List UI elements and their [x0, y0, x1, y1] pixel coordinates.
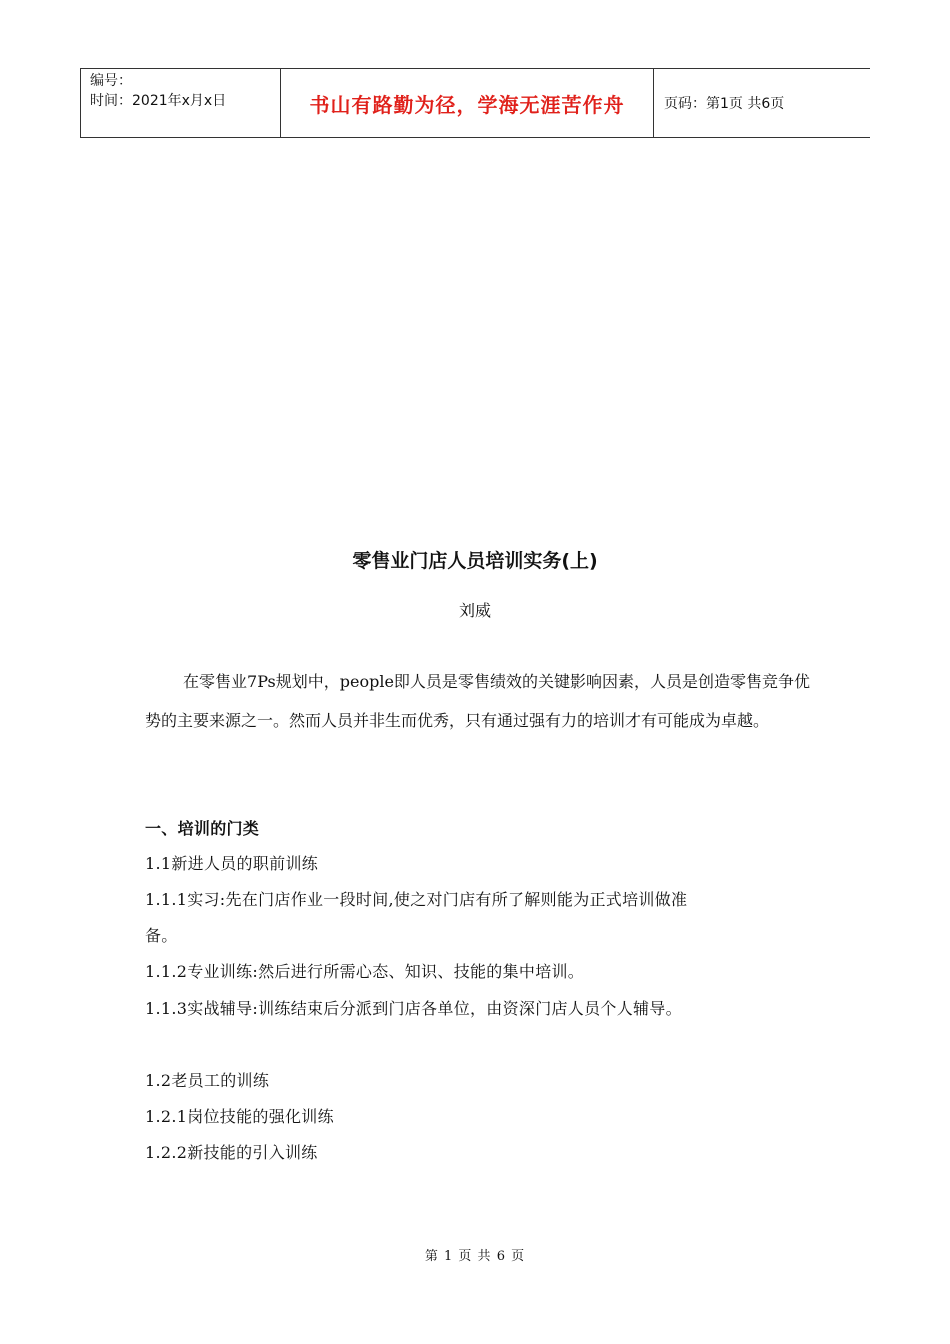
list-item: 备。	[145, 926, 178, 945]
document-author: 刘威	[458, 601, 491, 620]
header-meta	[80, 69, 281, 137]
list-item: 1.2老员工的训练	[145, 1071, 270, 1090]
section-heading: 一、培训的门类	[145, 819, 260, 838]
page-header	[80, 68, 870, 138]
intro-paragraph: 在零售业7Ps规划中，people即人员是零售绩效的关键影响因素，人员是创造零售竞争优势的主要来源之一。然而人员并非生而优秀，只有通过强有力的培训才有可能成为卓越。	[145, 672, 810, 730]
document-time-label: 时间：2021年x月x日	[90, 93, 227, 109]
list-item: 1.1新进人员的职前训练	[145, 854, 319, 873]
header-page-info: 页码：第1页 共6页	[664, 96, 785, 112]
document-number-label: 编号：	[90, 73, 132, 89]
document-title: 零售业门店人员培训实务(上)	[352, 550, 598, 572]
list-item: 1.1.2专业训练:然后进行所需心态、知识、技能的集中培训。	[145, 962, 585, 981]
list-item: 1.1.3实战辅导:训练结束后分派到门店各单位，由资深门店人员个人辅导。	[145, 999, 682, 1018]
page-footer: 第 1 页 共 6 页	[424, 1249, 526, 1264]
list-item: 1.2.1岗位技能的强化训练	[145, 1107, 334, 1126]
list-item: 1.2.2新技能的引入训练	[145, 1143, 318, 1162]
list-item: 1.1.1实习:先在门店作业一段时间,使之对门店有所了解则能为正式培训做准	[145, 890, 688, 909]
header-motto: 书山有路勤为径，学海无涯苦作舟	[281, 69, 654, 137]
